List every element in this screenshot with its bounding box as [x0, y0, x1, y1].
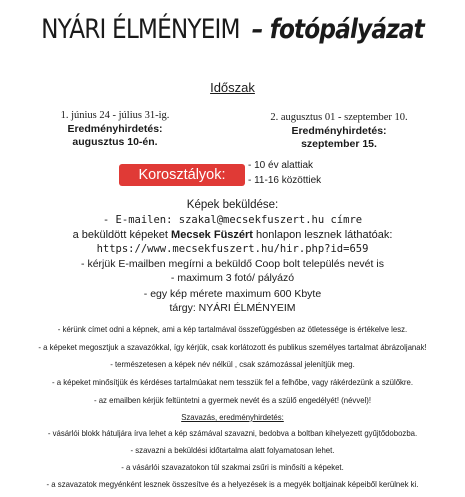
voting-item: - vásárlói blokk hátuljára írva lehet a kép számával szavazni, bedobva a boltban kihelyezett gyűjtődobozba. — [47, 428, 418, 438]
website-text-post: honlapon lesznek láthatóak: — [252, 229, 393, 241]
rule-item: - természetesen a képek név nélkül , csak számozással jelenítjük meg. — [110, 359, 355, 369]
submission-max-size: - egy kép mérete maximum 600 Kbyte — [143, 288, 322, 300]
submission-heading: Képek beküldése: — [186, 199, 279, 211]
period-first-result-label: Eredményhirdetés: — [67, 122, 163, 135]
rule-item: - kérünk címet odni a képnek, ami a kép tartalmával összefüggésben az ötletessége is értékelve lesz. — [57, 324, 408, 334]
rule-item: - a képeket minősítjük és kérdéses tartalmúakat nem tesszük fel a felhőbe, vagy rákérdezünk a szülőkre. — [51, 377, 414, 387]
voting-item: - a vásárlói szavazatokon túl szakmai zsűri is minősíti a képeket. — [121, 462, 344, 472]
period-first-result-date: augusztus 10-én. — [72, 136, 158, 148]
submission-url: https://www.mecsekfuszert.hu/hir.php?id=659 — [96, 243, 369, 255]
period-second-dates: 2. augusztus 01 - szeptember 10. — [270, 112, 408, 123]
voting-item: - a szavazatok megyénként lesznek összesítve és a helyezések is a megyék boltjainak képeiből kerülnek ki. — [46, 479, 419, 489]
submission-max-photos: - maximum 3 fotó/ pályázó — [170, 272, 295, 284]
submission-coop-line: - kérjük E-mailben megírni a beküldő Coop bolt település nevét is — [81, 258, 384, 270]
age-group-item: - 11-16 közöttiek — [248, 175, 322, 186]
voting-item: - szavazni a beküldési időtartalma alatt folyamatosan lehet. — [130, 445, 335, 455]
company-name: Mecsek Füszért — [171, 229, 253, 241]
period-second-result-date: szeptember 15. — [301, 138, 377, 150]
period-second — [254, 111, 424, 152]
period-first-dates: 1. június 24 - július 31-ig. — [60, 110, 170, 121]
period-second-result-label: Eredményhirdetés: — [291, 124, 387, 137]
age-group-item: - 10 év alattiak — [248, 160, 314, 171]
rule-item: - az emailben kérjük feltüntetni a gyermek nevét és a szülő engedélyét! (névvel)! — [93, 395, 372, 405]
period-first — [40, 109, 190, 150]
poster-title — [33, 14, 433, 45]
voting-heading: Szavazás, eredményhirdetés: — [181, 412, 284, 422]
age-groups-badge: Korosztályok: — [119, 164, 245, 186]
website-text-pre: a beküldött képeket — [72, 229, 172, 241]
submission-email-line: - E-mailen: szakal@mecsekfuszert.hu címre — [102, 214, 363, 226]
submission-website-line — [0, 229, 465, 241]
period-heading: Időszak — [210, 80, 255, 95]
title-subtitle: – fotópályázat — [251, 14, 424, 45]
title-main: NYÁRI ÉLMÉNYEIM — [41, 14, 240, 45]
rule-item: - a képeket megosztjuk a szavazókkal, így kérjük, csak korlátozott és publikus személyes tartalmat ábrázoljanak! — [38, 342, 427, 352]
submission-subject: tárgy: NYÁRI ÉLMÉNYEIM — [169, 302, 296, 314]
